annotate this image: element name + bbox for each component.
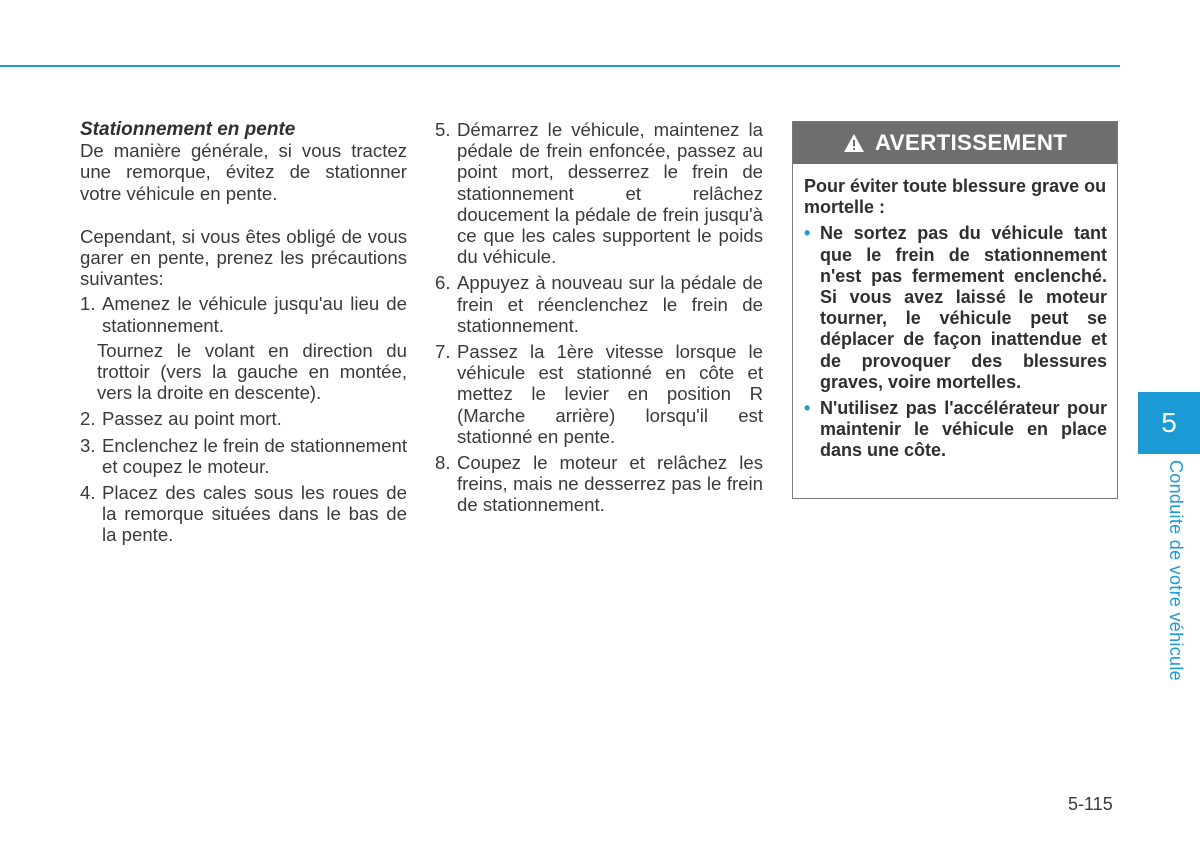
middle-column bbox=[435, 119, 763, 521]
step-2 bbox=[80, 408, 407, 429]
warning-triangle-icon bbox=[843, 133, 865, 153]
step-1-note: Tournez le volant en direction du trottoir (vers la gauche en montée, vers la droite en descente). bbox=[97, 339, 407, 404]
step-text: Démarrez le véhicule, maintenez la pédale de frein enfoncée, passez au point mort, desserrez le frein de stationnement et relâchez doucement la pédale de frein jusqu'à ce que les cales supportent le poids du véhicule. bbox=[457, 119, 763, 268]
warning-intro: Pour éviter toute blessure grave ou mortelle : bbox=[804, 176, 1107, 218]
step-text: Appuyez à nouveau sur la pédale de frein et réenclenchez le frein de stationnement. bbox=[457, 272, 763, 336]
bullet-icon: • bbox=[804, 398, 811, 419]
step-5 bbox=[435, 119, 763, 267]
step-4 bbox=[80, 482, 407, 546]
step-number: 2. bbox=[80, 408, 96, 430]
chapter-number: 5 bbox=[1161, 407, 1177, 438]
step-number: 5. bbox=[435, 119, 451, 140]
step-text: Enclenchez le frein de stationnement et coupez le moteur. bbox=[102, 434, 407, 477]
step-text: Amenez le véhicule jusqu'au lieu de stationnement. bbox=[102, 293, 407, 336]
bullet-icon: • bbox=[804, 223, 811, 244]
step-text: Coupez le moteur et relâchez les freins, mais ne desserrez pas le frein de stationnement. bbox=[457, 452, 763, 516]
step-number: 7. bbox=[435, 341, 451, 363]
step-1 bbox=[80, 293, 407, 335]
step-text: Passez la 1ère vitesse lorsque le véhicule est stationné en côte et mettez le levier en position R (Marche arrière) lorsqu'il est stationné en pente. bbox=[457, 341, 763, 447]
warning-bullet bbox=[804, 223, 1107, 393]
step-number: 3. bbox=[80, 434, 96, 456]
intro-paragraph-2: Cependant, si vous êtes obligé de vous garer en pente, prenez les précautions suivantes: bbox=[80, 225, 407, 290]
step-3 bbox=[80, 435, 407, 477]
warning-bullet bbox=[804, 398, 1107, 462]
warning-bullet-text: N'utilisez pas l'accélérateur pour maintenir le véhicule en place dans une côte. bbox=[820, 398, 1107, 461]
warning-body bbox=[793, 164, 1117, 462]
step-number: 8. bbox=[435, 452, 451, 474]
step-6 bbox=[435, 272, 763, 336]
step-8 bbox=[435, 452, 763, 516]
step-number: 4. bbox=[80, 482, 96, 504]
warning-header bbox=[793, 122, 1117, 164]
step-text: Passez au point mort. bbox=[102, 408, 282, 430]
left-column bbox=[80, 119, 407, 551]
chapter-title: Conduite de votre véhicule bbox=[1166, 460, 1186, 681]
intro-paragraph-1: De manière générale, si vous tractez une remorque, évitez de stationner votre véhicule en pente. bbox=[80, 140, 407, 204]
step-number: 1. bbox=[80, 293, 96, 315]
page-number: 5-115 bbox=[1068, 794, 1113, 814]
top-rule bbox=[0, 65, 1120, 67]
step-number: 6. bbox=[435, 272, 451, 294]
step-text: Placez des cales sous les roues de la remorque situées dans le bas de la pente. bbox=[102, 482, 407, 546]
section-heading: Stationnement en pente bbox=[80, 119, 296, 140]
chapter-tab bbox=[1138, 392, 1200, 454]
warning-bullet-text: Ne sortez pas du véhicule tant que le frein de stationnement n'est pas fermement enclenché. Si vous avez laissé le moteur tourner, le véhicule peut se déplacer de façon inattendue et de provoquer des blessures graves, voire mortelles. bbox=[820, 223, 1107, 392]
warning-box bbox=[792, 121, 1118, 499]
warning-title: AVERTISSEMENT bbox=[874, 130, 1068, 155]
step-7 bbox=[435, 341, 763, 447]
